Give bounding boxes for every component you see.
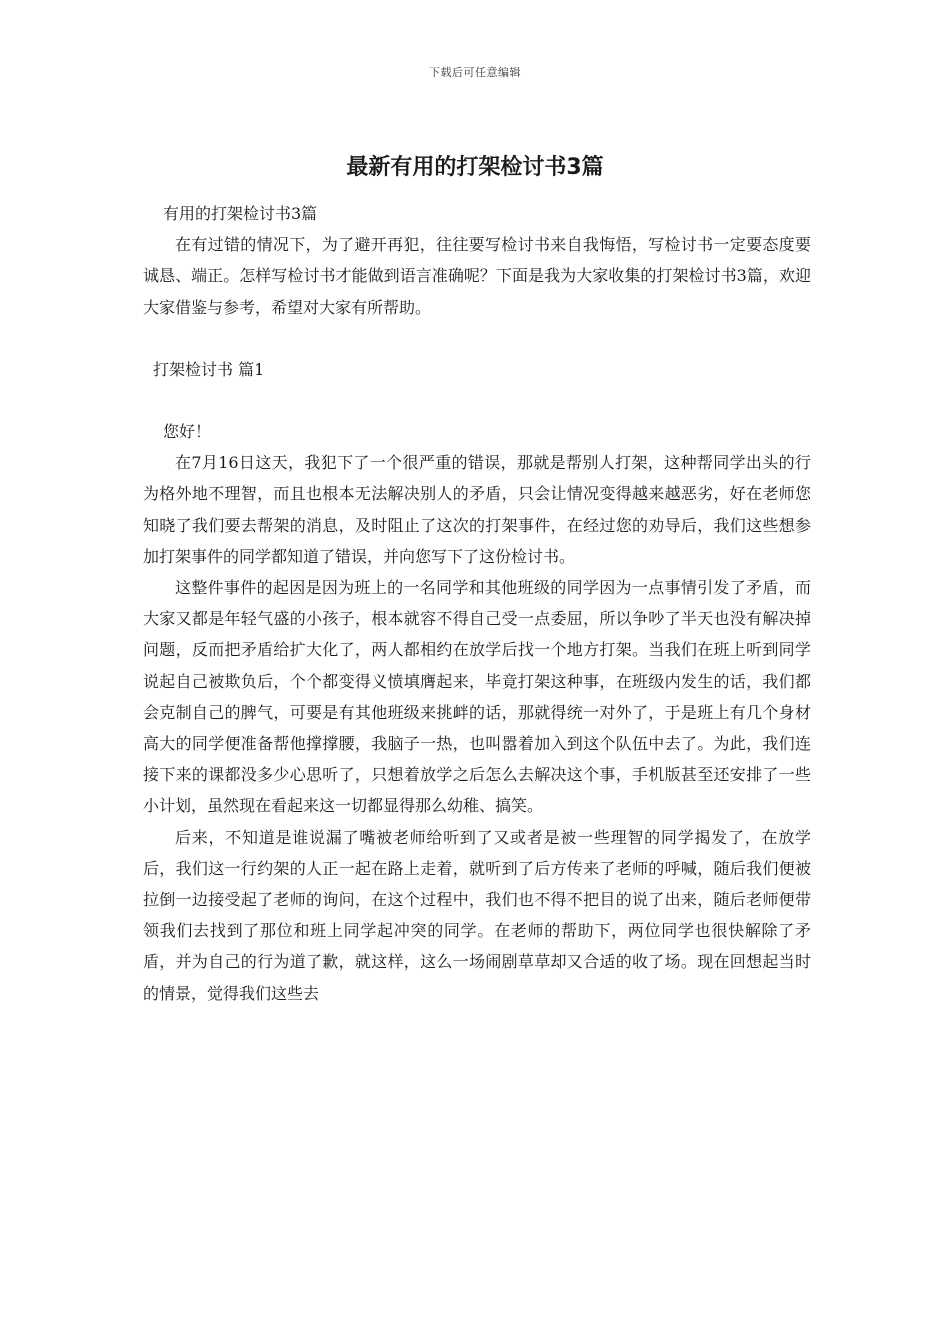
document-body (143, 198, 811, 1009)
section-heading: 打架检讨书 篇1 (153, 359, 265, 379)
body-paragraph: 后来，不知道是谁说漏了嘴被老师给听到了又或者是被一些理智的同学揭发了，在放学后，我们这一行约架的人正一起在路上走着，就听到了后方传来了老师的呼喊，随后我们便被拉倒一边接受起了老师的询问，在这个过程中，我们也不得不把目的说了出来，随后老师便带领我们去找到了那位和班上同学起冲突的同学。在老师的帮助下，两位同学也很快解除了矛盾，并为自己的行为道了歉，就这样，这么一场闹剧草草却又合适的收了场。现在回想起当时的情景，觉得我们这些去 (143, 827, 811, 1003)
document-title: 最新有用的打架检讨书3篇 (346, 155, 604, 180)
document-subtitle: 有用的打架检讨书3篇 (163, 204, 318, 223)
header-note: 下载后可任意编辑 (429, 66, 521, 79)
body-paragraph: 这整件事件的起因是因为班上的一名同学和其他班级的同学因为一点事情引发了矛盾，而大家又都是年轻气盛的小孩子，根本就容不得自己受一点委屈，所以争吵了半天也没有解决掉问题，反而把矛盾给扩大化了，两人都相约在放学后找一个地方打架。当我们在班上听到同学说起自己被欺负后，个个都变得义愤填膺起来，毕竟打架这种事，在班级内发生的话，我们都会克制自己的脾气，可要是有其他班级来挑衅的话，那就得统一对外了，于是班上有几个身材高大的同学便准备帮他撑撑腰，我脑子一热，也叫嚣着加入到这个队伍中去了。为此，我们连接下来的课都没多少心思听了，只想着放学之后怎么去解决这个事，手机版甚至还安排了一些小计划，虽然现在看起来这一切都显得那么幼稚、搞笑。 (143, 578, 811, 816)
greeting: 您好！ (163, 422, 212, 442)
body-paragraph: 在7月16日这天，我犯下了一个很严重的错误，那就是帮别人打架，这种帮同学出头的行为格外地不理智，而且也根本无法解决别人的矛盾，只会让情况变得越来越恶劣，好在老师您知晓了我们要去帮架的消息，及时阻止了这次的打架事件，在经过您的劝导后，我们这些想参加打架事件的同学都知道了错误，并向您写下了这份检讨书。 (143, 453, 811, 566)
intro-paragraph: 在有过错的情况下，为了避开再犯，往往要写检讨书来自我悔悟，写检讨书一定要态度要诚恳、端正。怎样写检讨书才能做到语言准确呢？下面是我为大家收集的打架检讨书3篇，欢迎大家借鉴与参考，希望对大家有所帮助。 (143, 235, 811, 317)
